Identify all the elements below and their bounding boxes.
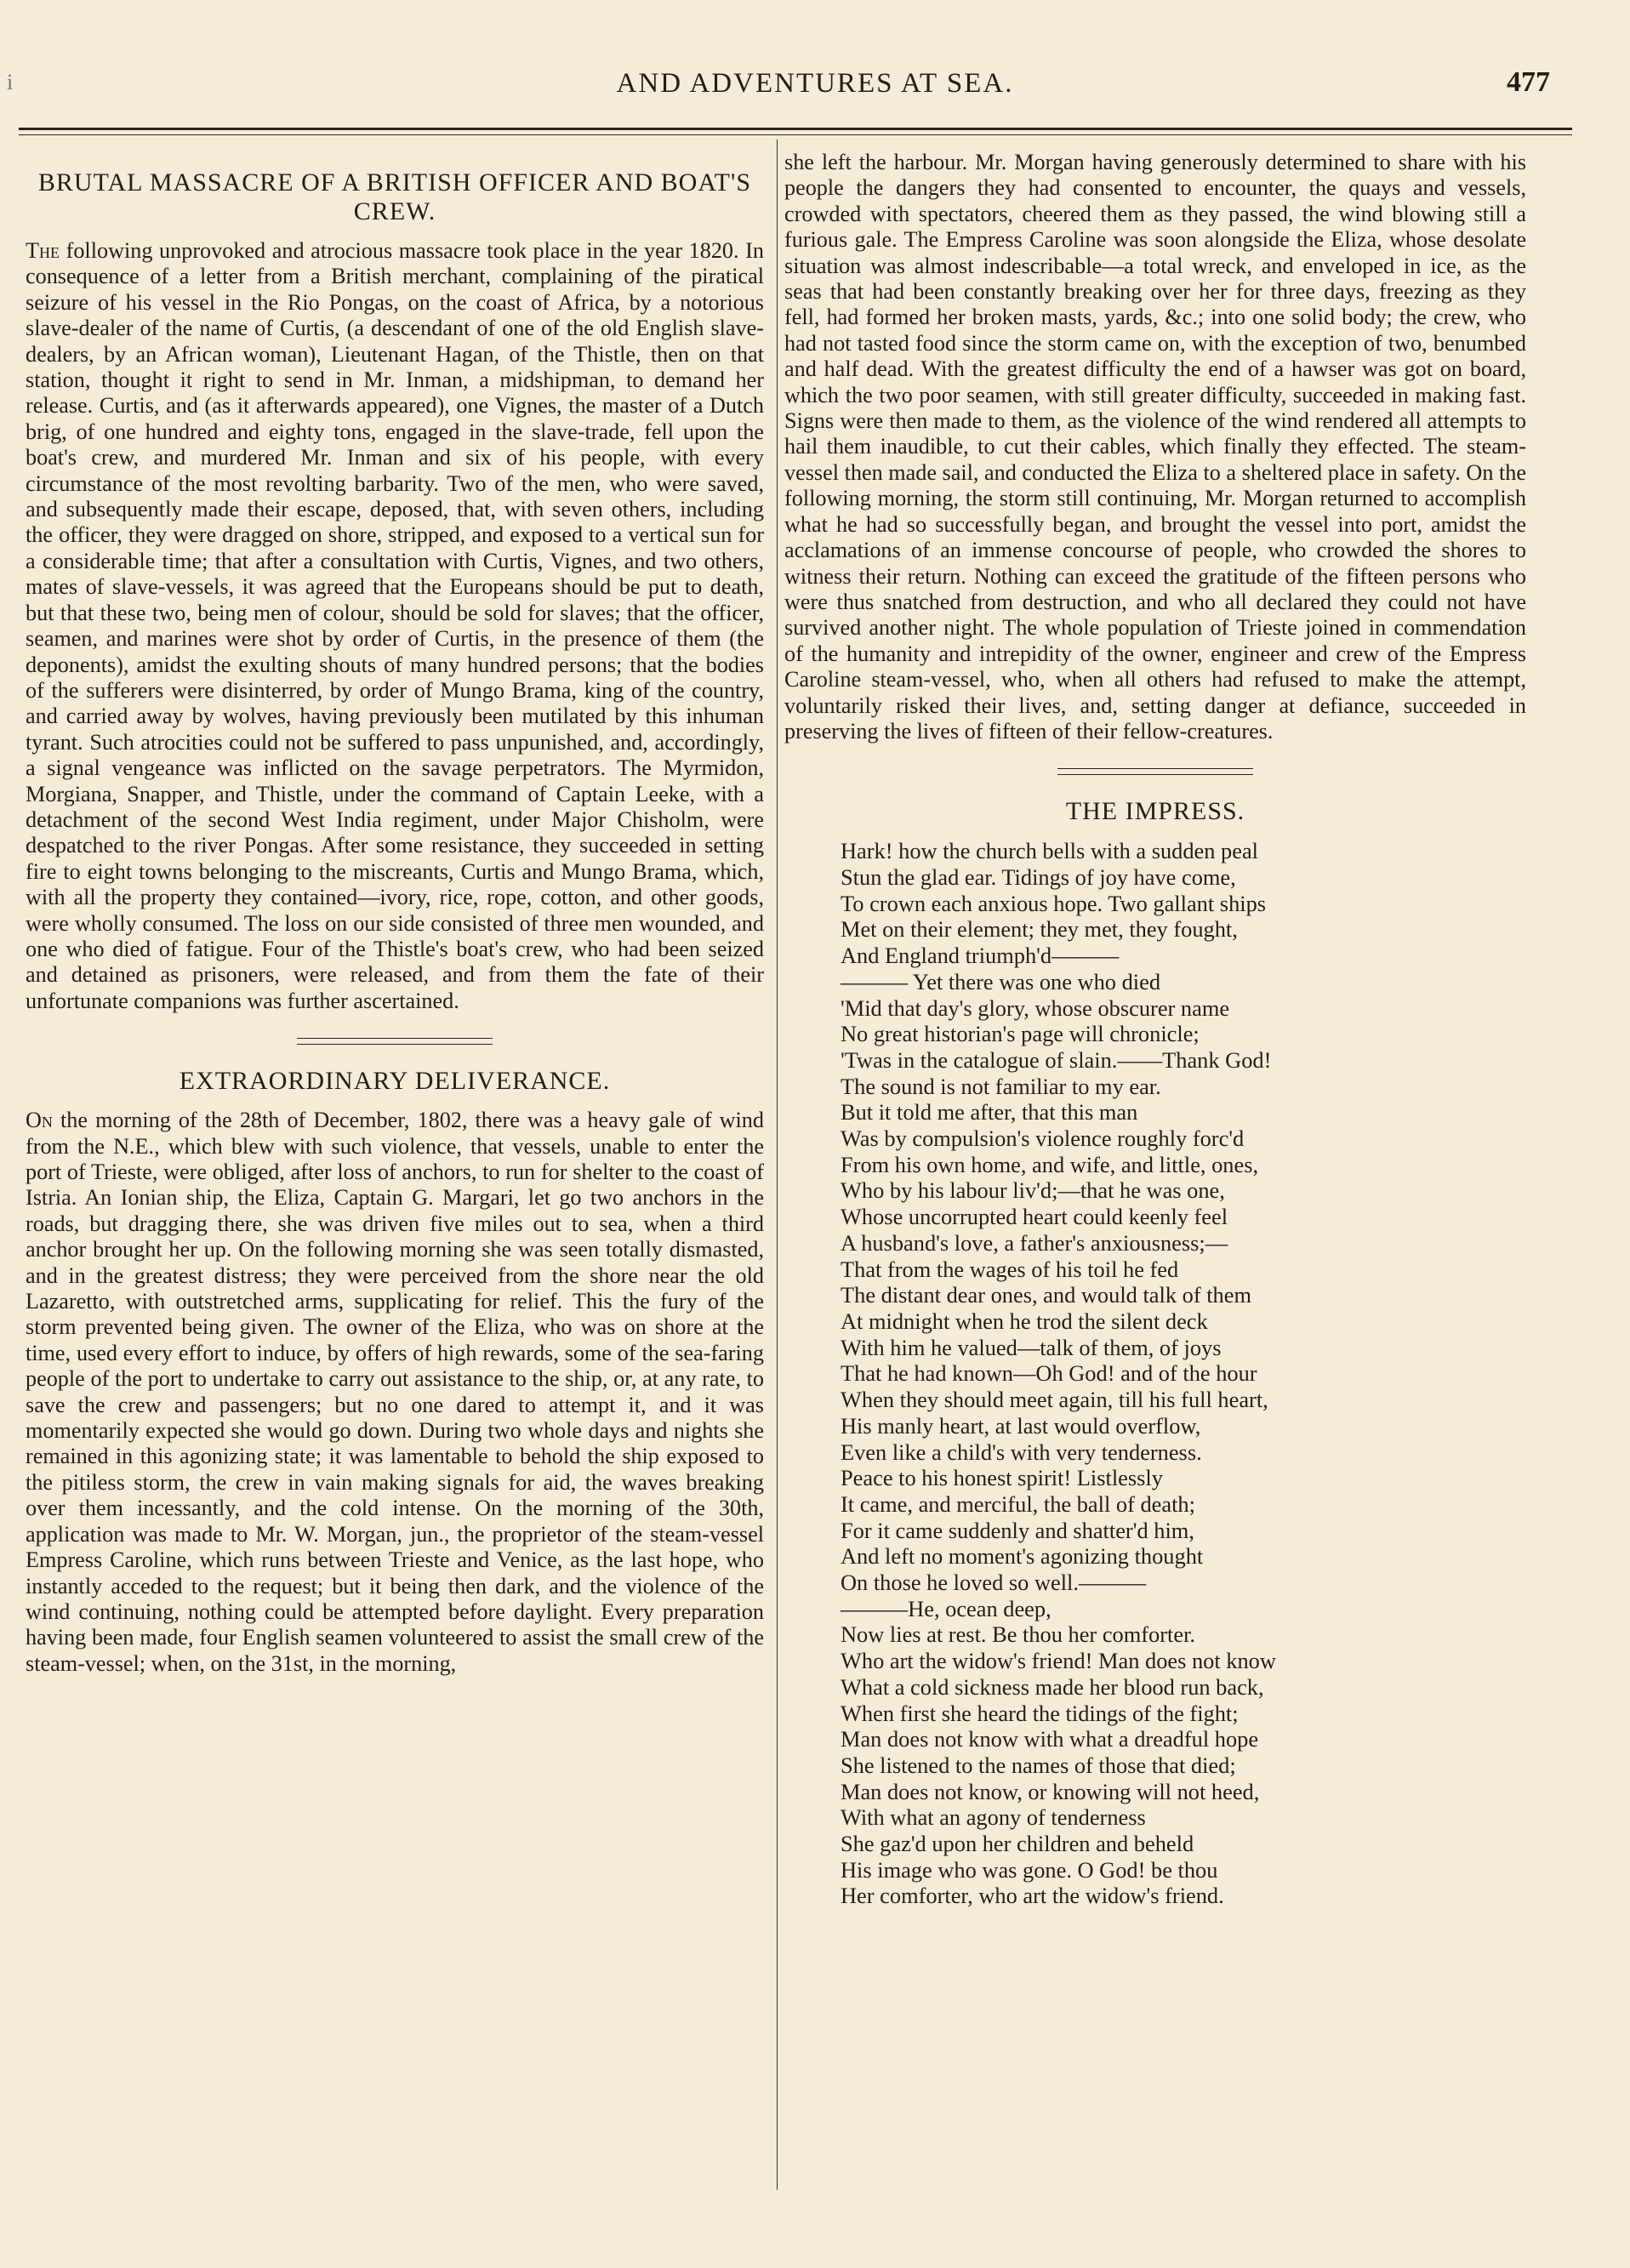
poem-line: At midnight when he trod the silent deck bbox=[841, 1308, 1208, 1334]
poem-line: Who art the widow's friend! Man does not know bbox=[841, 1648, 1276, 1674]
poem-line: The sound is not familiar to my ear. bbox=[841, 1073, 1161, 1099]
poem-line: ———He, ocean deep, bbox=[841, 1595, 1052, 1621]
header-rule bbox=[19, 128, 1572, 130]
column-divider bbox=[777, 140, 778, 2190]
poem-line: Stun the glad ear. Tidings of joy have come, bbox=[841, 864, 1236, 891]
impress-title: THE IMPRESS. bbox=[1065, 797, 1245, 826]
poem-line: Her comforter, who art the widow's friend. bbox=[841, 1883, 1224, 1909]
poem-line: Now lies at rest. Be thou her comforter. bbox=[841, 1621, 1196, 1648]
poem-line: A husband's love, a father's anxiousness;— bbox=[841, 1229, 1228, 1256]
poem-line: And England triumph'd——— bbox=[841, 943, 1120, 969]
poem-line: His manly heart, at last would overflow, bbox=[841, 1412, 1201, 1439]
poem-line: She listened to the names of those that died; bbox=[841, 1752, 1236, 1778]
poem-line: But it told me after, that this man bbox=[841, 1099, 1138, 1125]
poem-line: 'Mid that day's glory, whose obscurer name bbox=[841, 994, 1230, 1021]
poem-line: 'Twas in the catalogue of slain.——Thank God! bbox=[841, 1046, 1272, 1073]
poem-line: The distant dear ones, and would talk of them bbox=[841, 1282, 1251, 1308]
poem-line: From his own home, and wife, and little, ones, bbox=[841, 1151, 1259, 1177]
poem-line: When first she heard the tidings of the fight; bbox=[841, 1700, 1239, 1726]
poem-line: Whose uncorrupted heart could keenly feel bbox=[841, 1204, 1228, 1230]
poem-line: It came, and merciful, the ball of death; bbox=[841, 1490, 1195, 1517]
page-number: 477 bbox=[1507, 66, 1550, 98]
deliverance-body bbox=[26, 1108, 764, 1677]
poem-line: His image who was gone. O God! be thou bbox=[841, 1856, 1218, 1883]
poem-line: To crown each anxious hope. Two gallant ships bbox=[841, 890, 1267, 916]
impress-poem bbox=[784, 838, 1526, 1909]
poem-line: When they should meet again, till his full heart, bbox=[841, 1387, 1268, 1413]
header-rule-thin bbox=[19, 134, 1572, 135]
poem-line: And left no moment's agonizing thought bbox=[841, 1543, 1204, 1570]
poem-line: On those he loved so well.——— bbox=[841, 1570, 1147, 1596]
poem-line: Was by compulsion's violence roughly forc'd bbox=[841, 1125, 1245, 1152]
poem-line: Man does not know, or knowing will not heed, bbox=[841, 1778, 1260, 1804]
poem-line: No great historian's page will chronicle; bbox=[841, 1021, 1200, 1047]
massacre-dropword: The bbox=[26, 238, 60, 263]
poem-line: For it came suddenly and shatter'd him, bbox=[841, 1517, 1194, 1543]
section-separator bbox=[1057, 768, 1253, 778]
poem-line: Who by his labour liv'd;—that he was one, bbox=[841, 1177, 1225, 1204]
massacre-body bbox=[26, 238, 764, 1014]
poem-line: Peace to his honest spirit! Listlessly bbox=[841, 1465, 1163, 1491]
poem-line: With what an agony of tenderness bbox=[841, 1804, 1146, 1831]
poem-line: That from the wages of his toil he fed bbox=[841, 1256, 1179, 1282]
running-title: AND ADVENTURES AT SEA. bbox=[616, 68, 1014, 99]
massacre-title: BRUTAL MASSACRE OF A BRITISH OFFICER AND BOAT'S CREW. bbox=[37, 168, 752, 225]
massacre-text: following unprovoked and atrocious massacre took place in the year 1820. In consequence of a letter from a British merchant, complaining of the piratical seizure of his vessel in the Rio Pongas, on the coast of Africa, by a notorious slave-dealer of the name of Curtis, (a descendant of one of the old English slave-dealers, by an African woman), Lieutenant Hagan, of the Thistle, then on that station, thought it right to send in Mr. Inman, a midshipman, to demand her release. Curtis, and (as it afterwards appeared), one Vignes, the master of a Dutch brig, of one hundred and eighty tons, engaged in the slave-trade, fell upon the boat's crew, and murdered Mr. Inman and six of his people, with every circumstance of the most revolting barbarity. Two of the men, who were saved, and subsequently made their escape, deposed, that, with seven others, including the officer, they were dragged on shore, stripped, and exposed to a vertical sun for a considerable time; that after a consultation with Curtis, Vignes, and two others, mates of slave-vessels, it was agreed that the Europeans should be put to death, but that these two, being men of colour, should be sold for slaves; that the officer, seamen, and marines were shot by order of Curtis, in the presence of them (the deponents), amidst the exulting shouts of many hundred persons; that the bodies of the sufferers were disinterred, by order of Mungo Brama, king of the country, and carried away by wolves, having previously been mutilated by this inhuman tyrant. Such atrocities could not be suffered to pass unpunished, and, accordingly, a signal vengeance was inflicted on the savage perpetrators. The Myrmidon, Morgiana, Snapper, and Thistle, under the command of Captain Leeke, with a detachment of the second West India regiment, under Major Chisholm, were despatched to the river Pongas. After some resistance, they succeeded in setting fire to eight towns belonging to the miscreants, Curtis and Mungo Brama, which, with all the property they contained—ivory, rice, rope, cotton, and other goods, were wholly consumed. The loss on our side consisted of three men wounded, and one who died of fatigue. Four of the Thistle's boat's crew, who had been seized and detained as prisoners, were released, and from them the fate of their unfortunate companions was further ascertained. bbox=[26, 238, 764, 1013]
poem-line: Even like a child's with very tenderness. bbox=[841, 1439, 1202, 1465]
right-column bbox=[784, 150, 1526, 1909]
poem-line: That he had known—Oh God! and of the hour bbox=[841, 1360, 1257, 1387]
poem-line: With him he valued—talk of them, of joys bbox=[841, 1334, 1222, 1360]
deliverance-text: the morning of the 28th of December, 1802, there was a heavy gale of wind from the N.E., which blew with such violence, that vessels, unable to enter the port of Trieste, were obliged, after loss of anchors, to run for shelter to the coast of Istria. An Ionian ship, the Eliza, Captain G. Margari, let go two anchors in the roads, but dragging there, she was driven five miles out to sea, when a third anchor brought her up. On the following morning she was seen totally dismasted, and in the greatest distress; they were perceived from the shore near the old Lazaretto, with outstretched arms, supplicating for relief. This the fury of the storm prevented being given. The owner of the Eliza, who was on shore at the time, used every effort to induce, by offers of high rewards, some of the sea-faring people of the port to undertake to carry out assistance to the ship, or, at any rate, to save the crew and passengers; but no one dared to attempt it, and it was momentarily expected she would go down. During two whole days and nights she remained in this agonizing state; it was lamentable to behold the ship exposed to the pitiless storm, the crew in vain making signals for aid, the waves breaking over them incessantly, and the cold intense. On the morning of the 30th, application was made to Mr. W. Morgan, jun., the proprietor of the steam-vessel Empress Caroline, which runs between Trieste and Venice, as the last hope, who instantly acceded to the request; but it being then dark, and the violence of the wind continuing, nothing could be attempted before daylight. Every preparation having been made, four English seamen volunteered to assist the small crew of the steam-vessel; when, on the 31st, in the morning, bbox=[26, 1108, 764, 1676]
section-separator bbox=[297, 1038, 493, 1048]
poem-line: Met on their element; they met, they fought, bbox=[841, 916, 1238, 943]
deliverance-title: EXTRAORDINARY DELIVERANCE. bbox=[179, 1067, 611, 1096]
poem-line: What a cold sickness made her blood run back, bbox=[841, 1673, 1264, 1700]
deliverance-dropword: On bbox=[26, 1108, 53, 1133]
margin-mark: i bbox=[7, 70, 14, 94]
poem-line: ——— Yet there was one who died bbox=[841, 968, 1161, 994]
poem-line: Man does not know with what a dreadful hope bbox=[841, 1726, 1259, 1752]
deliverance-continued: she left the harbour. Mr. Morgan having generously determined to share with his people the dangers they had consented to encounter, the quays and vessels, crowded with spectators, cheered them as they passed, the wind blowing still a furious gale. The Empress Caroline was soon alongside the Eliza, whose desolate situation was almost indescribable—a total wreck, and enveloped in ice, as the seas that had been constantly breaking over her for three days, freezing as they fell, had formed her broken masts, yards, &c.; into one solid body; the crew, who had not tasted food since the storm came on, with the exception of two, benumbed and half dead. With the greatest difficulty the end of a hawser was got on board, which the two poor seamen, with still greater difficulty, succeeded in making fast. Signs were then made to them, as the violence of the wind rendered all attempts to hail them inaudible, to cut their cables, which finally they effected. The steam-vessel then made sail, and conducted the Eliza to a sheltered place in safety. On the following morning, the storm still continuing, Mr. Morgan returned to accomplish what he had so successfully began, and brought the vessel into port, amidst the acclamations of an immense concourse of people, who crowded the shores to witness their return. Nothing can exceed the gratitude of the fifteen persons who were thus snatched from destruction, and who all declared they could not have survived another night. The whole population of Trieste joined in commendation of the humanity and intrepidity of the owner, engineer and crew of the Empress Caroline steam-vessel, who, when all others had refused to make the attempt, voluntarily risked their lives, and, setting danger at defiance, succeeded in preserving the lives of fifteen of their fellow-creatures. bbox=[784, 150, 1526, 744]
running-header bbox=[0, 61, 1630, 112]
poem-line: Hark! how the church bells with a sudden peal bbox=[841, 838, 1259, 864]
poem-line: She gaz'd upon her children and beheld bbox=[841, 1831, 1194, 1857]
left-column bbox=[26, 150, 764, 1677]
